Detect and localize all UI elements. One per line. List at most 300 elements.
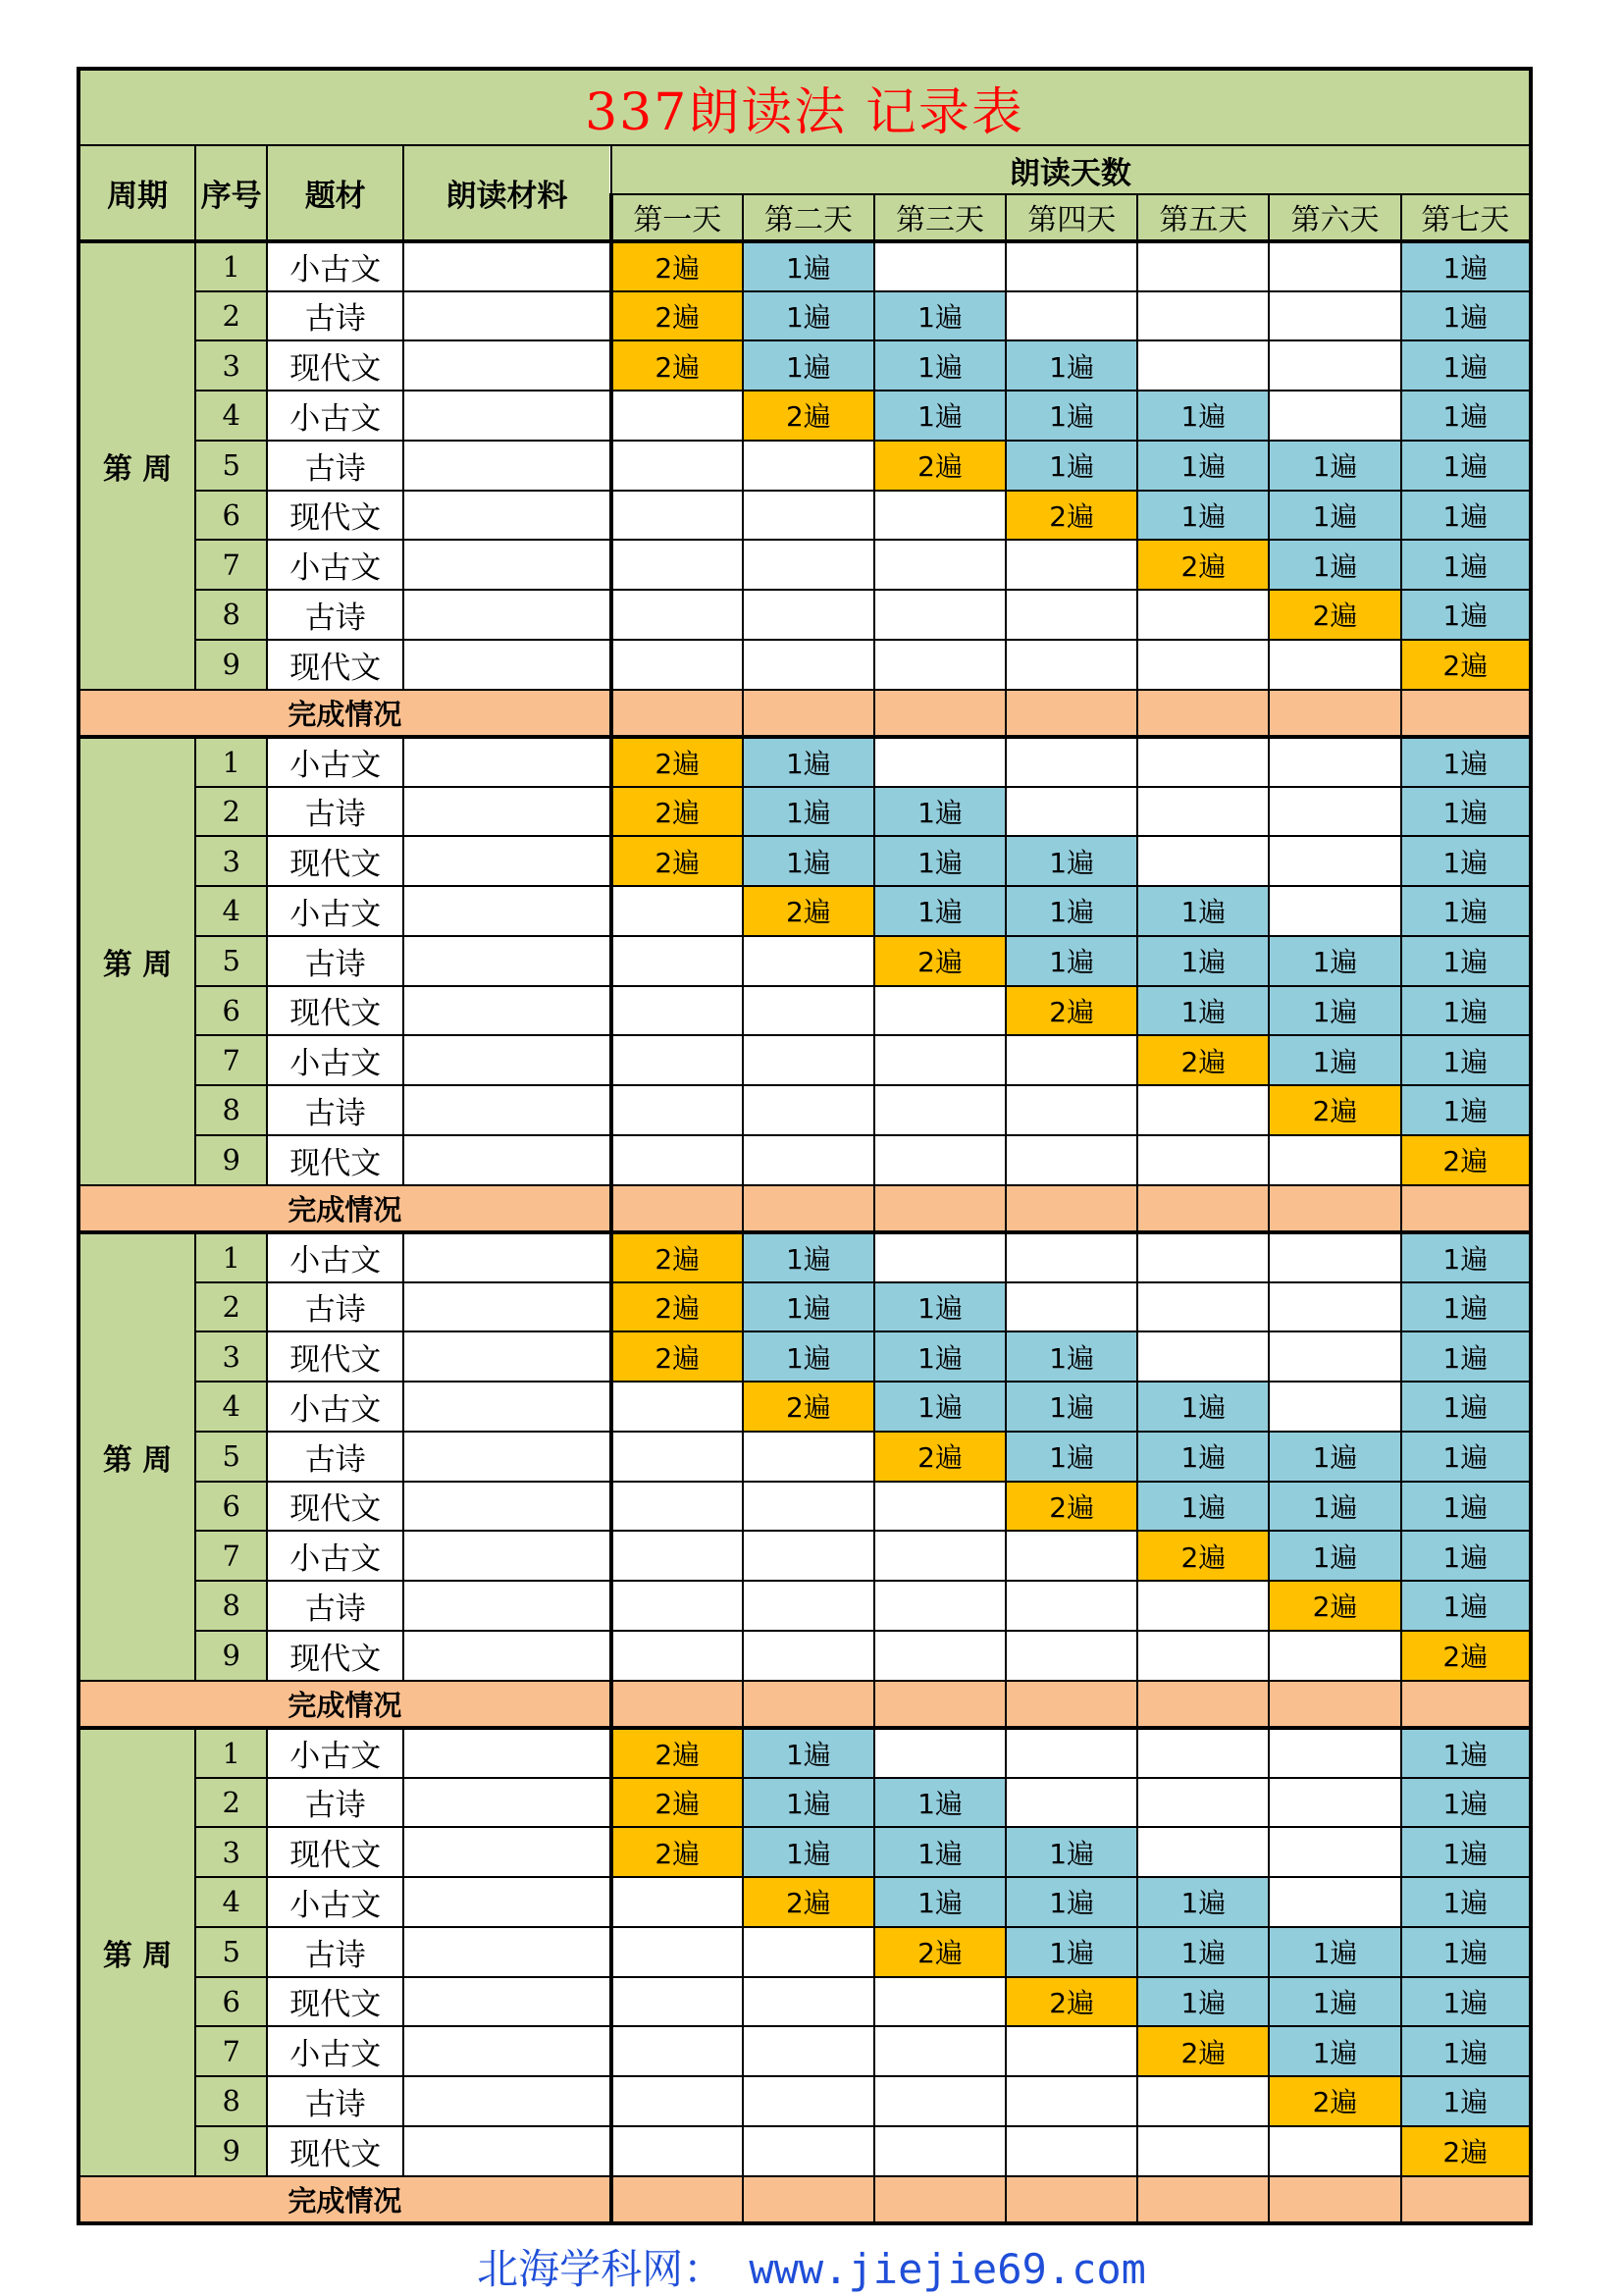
day-cell[interactable]: 1遍 — [743, 836, 874, 886]
day-cell[interactable]: 1遍 — [1269, 491, 1400, 541]
material-input-cell[interactable] — [403, 1331, 610, 1382]
day-cell[interactable] — [1006, 291, 1137, 341]
day-cell[interactable] — [1269, 787, 1400, 837]
day-cell[interactable]: 1遍 — [1401, 1482, 1531, 1532]
day-cell[interactable]: 1遍 — [1137, 1432, 1269, 1482]
day-cell[interactable] — [874, 1085, 1006, 1135]
day-cell[interactable]: 2遍 — [611, 241, 743, 291]
day-cell[interactable]: 1遍 — [1137, 936, 1269, 986]
summary-cell[interactable] — [1401, 1681, 1531, 1728]
summary-cell[interactable] — [1269, 1185, 1400, 1232]
summary-cell[interactable] — [1137, 2176, 1269, 2223]
day-cell[interactable]: 1遍 — [1401, 340, 1531, 391]
day-cell[interactable]: 2遍 — [743, 1382, 874, 1432]
day-cell[interactable]: 2遍 — [611, 737, 743, 787]
day-cell[interactable]: 2遍 — [874, 441, 1006, 491]
day-cell[interactable] — [874, 737, 1006, 787]
material-input-cell[interactable] — [403, 1035, 610, 1085]
day-cell[interactable]: 1遍 — [1006, 886, 1137, 936]
day-cell[interactable]: 1遍 — [1401, 2076, 1531, 2126]
day-cell[interactable] — [874, 1035, 1006, 1085]
day-cell[interactable] — [743, 1085, 874, 1135]
day-cell[interactable] — [611, 886, 743, 936]
day-cell[interactable] — [1137, 590, 1269, 640]
day-cell[interactable]: 1遍 — [1401, 491, 1531, 541]
day-cell[interactable] — [1269, 340, 1400, 391]
day-cell[interactable]: 2遍 — [611, 1728, 743, 1778]
day-cell[interactable]: 1遍 — [874, 1382, 1006, 1432]
day-cell[interactable]: 1遍 — [1137, 1927, 1269, 1977]
day-cell[interactable]: 1遍 — [874, 391, 1006, 441]
day-cell[interactable] — [743, 1432, 874, 1482]
day-cell[interactable]: 2遍 — [1401, 2126, 1531, 2176]
day-cell[interactable]: 1遍 — [1401, 590, 1531, 640]
day-cell[interactable]: 2遍 — [874, 936, 1006, 986]
day-cell[interactable] — [874, 640, 1006, 690]
day-cell[interactable] — [1269, 1728, 1400, 1778]
day-cell[interactable] — [874, 1977, 1006, 2027]
day-cell[interactable] — [1006, 241, 1137, 291]
day-cell[interactable] — [743, 1035, 874, 1085]
summary-cell[interactable] — [1006, 2176, 1137, 2223]
day-cell[interactable] — [611, 2076, 743, 2126]
day-cell[interactable]: 1遍 — [1137, 1977, 1269, 2027]
day-cell[interactable] — [874, 491, 1006, 541]
week-label[interactable]: 第 周 — [79, 737, 195, 1185]
day-cell[interactable] — [874, 2076, 1006, 2126]
day-cell[interactable] — [1006, 590, 1137, 640]
day-cell[interactable]: 1遍 — [1137, 1382, 1269, 1432]
day-cell[interactable] — [611, 640, 743, 690]
day-cell[interactable]: 2遍 — [1137, 1531, 1269, 1581]
day-cell[interactable]: 1遍 — [874, 886, 1006, 936]
day-cell[interactable]: 1遍 — [743, 1728, 874, 1778]
day-cell[interactable]: 1遍 — [874, 1877, 1006, 1927]
day-cell[interactable]: 1遍 — [1137, 391, 1269, 441]
day-cell[interactable]: 2遍 — [1006, 1482, 1137, 1532]
day-cell[interactable]: 2遍 — [1269, 590, 1400, 640]
day-cell[interactable]: 1遍 — [743, 1827, 874, 1877]
day-cell[interactable] — [1269, 1282, 1400, 1332]
day-cell[interactable]: 1遍 — [1401, 540, 1531, 590]
summary-cell[interactable] — [874, 1681, 1006, 1728]
day-cell[interactable] — [874, 2026, 1006, 2076]
day-cell[interactable] — [1006, 1778, 1137, 1828]
material-input-cell[interactable] — [403, 241, 610, 291]
day-cell[interactable] — [1137, 1827, 1269, 1877]
day-cell[interactable] — [1137, 1232, 1269, 1282]
summary-cell[interactable] — [1269, 1681, 1400, 1728]
day-cell[interactable] — [1137, 291, 1269, 341]
day-cell[interactable] — [1006, 787, 1137, 837]
day-cell[interactable]: 1遍 — [1006, 1432, 1137, 1482]
day-cell[interactable] — [743, 640, 874, 690]
day-cell[interactable]: 2遍 — [611, 1282, 743, 1332]
day-cell[interactable]: 1遍 — [874, 787, 1006, 837]
day-cell[interactable] — [1269, 291, 1400, 341]
day-cell[interactable] — [874, 986, 1006, 1036]
day-cell[interactable]: 1遍 — [1401, 441, 1531, 491]
material-input-cell[interactable] — [403, 441, 610, 491]
day-cell[interactable]: 1遍 — [1401, 1778, 1531, 1828]
day-cell[interactable]: 1遍 — [743, 1232, 874, 1282]
day-cell[interactable] — [874, 1135, 1006, 1185]
day-cell[interactable]: 2遍 — [1137, 1035, 1269, 1085]
day-cell[interactable]: 1遍 — [1401, 1728, 1531, 1778]
day-cell[interactable] — [874, 1728, 1006, 1778]
material-input-cell[interactable] — [403, 1085, 610, 1135]
summary-cell[interactable] — [1269, 2176, 1400, 2223]
day-cell[interactable] — [1006, 1282, 1137, 1332]
day-cell[interactable] — [1006, 1728, 1137, 1778]
day-cell[interactable] — [874, 540, 1006, 590]
week-label[interactable]: 第 周 — [79, 241, 195, 690]
day-cell[interactable] — [743, 441, 874, 491]
material-input-cell[interactable] — [403, 1977, 610, 2027]
day-cell[interactable] — [1006, 2076, 1137, 2126]
summary-cell[interactable] — [1401, 1185, 1531, 1232]
day-cell[interactable] — [743, 2026, 874, 2076]
day-cell[interactable]: 2遍 — [611, 1778, 743, 1828]
material-input-cell[interactable] — [403, 1581, 610, 1631]
material-input-cell[interactable] — [403, 1827, 610, 1877]
day-cell[interactable]: 1遍 — [743, 241, 874, 291]
material-input-cell[interactable] — [403, 1282, 610, 1332]
day-cell[interactable] — [1269, 241, 1400, 291]
day-cell[interactable]: 1遍 — [1006, 391, 1137, 441]
day-cell[interactable] — [743, 936, 874, 986]
day-cell[interactable]: 1遍 — [874, 340, 1006, 391]
day-cell[interactable]: 1遍 — [1006, 1331, 1137, 1382]
day-cell[interactable] — [611, 1482, 743, 1532]
day-cell[interactable] — [743, 590, 874, 640]
summary-cell[interactable] — [1401, 2176, 1531, 2223]
day-cell[interactable] — [611, 1877, 743, 1927]
day-cell[interactable]: 1遍 — [1006, 1382, 1137, 1432]
day-cell[interactable] — [611, 1927, 743, 1977]
day-cell[interactable]: 1遍 — [1137, 491, 1269, 541]
material-input-cell[interactable] — [403, 540, 610, 590]
day-cell[interactable] — [611, 2026, 743, 2076]
day-cell[interactable]: 2遍 — [611, 340, 743, 391]
summary-cell[interactable] — [611, 2176, 743, 2223]
day-cell[interactable]: 2遍 — [1006, 986, 1137, 1036]
day-cell[interactable]: 1遍 — [1401, 1977, 1531, 2027]
day-cell[interactable]: 1遍 — [874, 1331, 1006, 1382]
day-cell[interactable]: 2遍 — [874, 1927, 1006, 1977]
day-cell[interactable]: 1遍 — [1401, 1432, 1531, 1482]
day-cell[interactable] — [1137, 2076, 1269, 2126]
day-cell[interactable]: 1遍 — [1401, 1927, 1531, 1977]
day-cell[interactable] — [1269, 886, 1400, 936]
day-cell[interactable]: 1遍 — [1269, 540, 1400, 590]
material-input-cell[interactable] — [403, 2076, 610, 2126]
day-cell[interactable] — [1269, 1827, 1400, 1877]
day-cell[interactable]: 2遍 — [1269, 1085, 1400, 1135]
day-cell[interactable]: 1遍 — [1401, 1232, 1531, 1282]
day-cell[interactable] — [743, 2076, 874, 2126]
day-cell[interactable] — [1006, 1232, 1137, 1282]
day-cell[interactable]: 2遍 — [611, 787, 743, 837]
day-cell[interactable] — [611, 441, 743, 491]
material-input-cell[interactable] — [403, 2126, 610, 2176]
day-cell[interactable] — [874, 1581, 1006, 1631]
day-cell[interactable] — [1006, 540, 1137, 590]
day-cell[interactable] — [1269, 640, 1400, 690]
day-cell[interactable] — [1137, 1778, 1269, 1828]
day-cell[interactable] — [743, 2126, 874, 2176]
day-cell[interactable] — [874, 1232, 1006, 1282]
day-cell[interactable] — [874, 2126, 1006, 2176]
summary-cell[interactable] — [874, 1185, 1006, 1232]
day-cell[interactable]: 2遍 — [1137, 2026, 1269, 2076]
day-cell[interactable] — [1006, 1631, 1137, 1681]
material-input-cell[interactable] — [403, 1877, 610, 1927]
day-cell[interactable] — [611, 1581, 743, 1631]
day-cell[interactable] — [1006, 1581, 1137, 1631]
day-cell[interactable] — [1269, 1331, 1400, 1382]
summary-cell[interactable] — [874, 2176, 1006, 2223]
material-input-cell[interactable] — [403, 1778, 610, 1828]
summary-cell[interactable] — [1137, 690, 1269, 737]
day-cell[interactable] — [611, 936, 743, 986]
day-cell[interactable] — [1137, 1085, 1269, 1135]
material-input-cell[interactable] — [403, 836, 610, 886]
day-cell[interactable] — [611, 1432, 743, 1482]
summary-cell[interactable] — [743, 2176, 874, 2223]
day-cell[interactable]: 1遍 — [1401, 886, 1531, 936]
day-cell[interactable] — [743, 540, 874, 590]
day-cell[interactable]: 1遍 — [1269, 1432, 1400, 1482]
summary-cell[interactable] — [1137, 1185, 1269, 1232]
day-cell[interactable] — [743, 986, 874, 1036]
day-cell[interactable] — [1269, 1778, 1400, 1828]
summary-cell[interactable] — [874, 690, 1006, 737]
day-cell[interactable]: 1遍 — [1269, 1035, 1400, 1085]
summary-cell[interactable] — [743, 690, 874, 737]
summary-cell[interactable] — [743, 1681, 874, 1728]
week-label[interactable]: 第 周 — [79, 1728, 195, 2176]
day-cell[interactable] — [1006, 1035, 1137, 1085]
day-cell[interactable] — [1006, 1135, 1137, 1185]
day-cell[interactable]: 1遍 — [1269, 986, 1400, 1036]
day-cell[interactable]: 2遍 — [1401, 1135, 1531, 1185]
day-cell[interactable] — [611, 1977, 743, 2027]
day-cell[interactable]: 1遍 — [1401, 241, 1531, 291]
day-cell[interactable] — [611, 491, 743, 541]
day-cell[interactable] — [1137, 1581, 1269, 1631]
day-cell[interactable]: 2遍 — [1269, 1581, 1400, 1631]
summary-cell[interactable] — [1006, 1681, 1137, 1728]
material-input-cell[interactable] — [403, 590, 610, 640]
day-cell[interactable] — [874, 590, 1006, 640]
day-cell[interactable] — [1137, 737, 1269, 787]
day-cell[interactable]: 2遍 — [1006, 1977, 1137, 2027]
day-cell[interactable] — [611, 1085, 743, 1135]
day-cell[interactable]: 1遍 — [1401, 787, 1531, 837]
day-cell[interactable]: 1遍 — [1401, 1035, 1531, 1085]
day-cell[interactable]: 2遍 — [743, 1877, 874, 1927]
day-cell[interactable] — [1269, 1232, 1400, 1282]
day-cell[interactable] — [743, 1482, 874, 1532]
day-cell[interactable]: 1遍 — [1137, 1877, 1269, 1927]
summary-cell[interactable] — [1137, 1681, 1269, 1728]
day-cell[interactable] — [611, 2126, 743, 2176]
day-cell[interactable]: 1遍 — [1137, 886, 1269, 936]
day-cell[interactable]: 2遍 — [743, 391, 874, 441]
day-cell[interactable] — [611, 540, 743, 590]
day-cell[interactable] — [743, 1631, 874, 1681]
day-cell[interactable] — [1137, 1631, 1269, 1681]
summary-cell[interactable] — [1006, 690, 1137, 737]
material-input-cell[interactable] — [403, 391, 610, 441]
day-cell[interactable]: 1遍 — [1006, 340, 1137, 391]
day-cell[interactable]: 1遍 — [874, 836, 1006, 886]
day-cell[interactable] — [1006, 640, 1137, 690]
day-cell[interactable] — [1269, 1135, 1400, 1185]
day-cell[interactable]: 2遍 — [611, 1331, 743, 1382]
day-cell[interactable]: 1遍 — [1401, 1331, 1531, 1382]
material-input-cell[interactable] — [403, 340, 610, 391]
day-cell[interactable] — [743, 1581, 874, 1631]
day-cell[interactable] — [1006, 737, 1137, 787]
material-input-cell[interactable] — [403, 936, 610, 986]
day-cell[interactable]: 1遍 — [1401, 391, 1531, 441]
day-cell[interactable] — [874, 1482, 1006, 1532]
day-cell[interactable]: 1遍 — [1401, 1282, 1531, 1332]
day-cell[interactable]: 1遍 — [1401, 737, 1531, 787]
material-input-cell[interactable] — [403, 1927, 610, 1977]
material-input-cell[interactable] — [403, 2026, 610, 2076]
summary-cell[interactable] — [743, 1185, 874, 1232]
day-cell[interactable] — [1137, 241, 1269, 291]
day-cell[interactable]: 1遍 — [743, 340, 874, 391]
material-input-cell[interactable] — [403, 986, 610, 1036]
day-cell[interactable] — [1137, 1282, 1269, 1332]
day-cell[interactable]: 1遍 — [743, 291, 874, 341]
day-cell[interactable]: 2遍 — [611, 1232, 743, 1282]
day-cell[interactable]: 2遍 — [1137, 540, 1269, 590]
day-cell[interactable] — [1137, 640, 1269, 690]
day-cell[interactable]: 2遍 — [611, 291, 743, 341]
summary-cell[interactable] — [1269, 690, 1400, 737]
material-input-cell[interactable] — [403, 1631, 610, 1681]
day-cell[interactable] — [611, 986, 743, 1036]
day-cell[interactable]: 2遍 — [1401, 640, 1531, 690]
day-cell[interactable] — [1006, 2026, 1137, 2076]
day-cell[interactable] — [874, 1631, 1006, 1681]
day-cell[interactable] — [1137, 1728, 1269, 1778]
summary-cell[interactable] — [1401, 690, 1531, 737]
day-cell[interactable] — [874, 241, 1006, 291]
day-cell[interactable]: 2遍 — [743, 886, 874, 936]
day-cell[interactable]: 1遍 — [1269, 1927, 1400, 1977]
day-cell[interactable]: 1遍 — [1269, 1482, 1400, 1532]
day-cell[interactable] — [743, 1531, 874, 1581]
material-input-cell[interactable] — [403, 1232, 610, 1282]
day-cell[interactable]: 1遍 — [1401, 2026, 1531, 2076]
day-cell[interactable]: 1遍 — [1006, 441, 1137, 491]
day-cell[interactable]: 1遍 — [874, 291, 1006, 341]
day-cell[interactable]: 1遍 — [1006, 1827, 1137, 1877]
day-cell[interactable] — [1269, 737, 1400, 787]
day-cell[interactable]: 1遍 — [1401, 986, 1531, 1036]
summary-cell[interactable] — [611, 1681, 743, 1728]
day-cell[interactable] — [611, 590, 743, 640]
day-cell[interactable] — [1137, 1331, 1269, 1382]
day-cell[interactable]: 1遍 — [743, 787, 874, 837]
day-cell[interactable]: 2遍 — [1269, 2076, 1400, 2126]
day-cell[interactable]: 2遍 — [611, 1827, 743, 1877]
week-label[interactable]: 第 周 — [79, 1232, 195, 1681]
day-cell[interactable] — [1269, 1631, 1400, 1681]
material-input-cell[interactable] — [403, 640, 610, 690]
day-cell[interactable] — [1006, 2126, 1137, 2176]
day-cell[interactable]: 1遍 — [1401, 1877, 1531, 1927]
summary-cell[interactable] — [1006, 1185, 1137, 1232]
summary-cell[interactable] — [611, 690, 743, 737]
day-cell[interactable] — [1137, 836, 1269, 886]
day-cell[interactable]: 1遍 — [1137, 441, 1269, 491]
day-cell[interactable]: 1遍 — [874, 1778, 1006, 1828]
material-input-cell[interactable] — [403, 1728, 610, 1778]
material-input-cell[interactable] — [403, 737, 610, 787]
day-cell[interactable] — [1137, 1135, 1269, 1185]
day-cell[interactable]: 1遍 — [1137, 1482, 1269, 1532]
day-cell[interactable] — [1269, 391, 1400, 441]
day-cell[interactable]: 1遍 — [1401, 1827, 1531, 1877]
day-cell[interactable]: 1遍 — [1401, 1531, 1531, 1581]
day-cell[interactable] — [1269, 836, 1400, 886]
day-cell[interactable] — [743, 1927, 874, 1977]
day-cell[interactable] — [1269, 1877, 1400, 1927]
day-cell[interactable]: 2遍 — [611, 836, 743, 886]
day-cell[interactable]: 1遍 — [1006, 936, 1137, 986]
day-cell[interactable]: 2遍 — [874, 1432, 1006, 1482]
material-input-cell[interactable] — [403, 886, 610, 936]
material-input-cell[interactable] — [403, 1382, 610, 1432]
day-cell[interactable] — [1269, 2126, 1400, 2176]
day-cell[interactable] — [1006, 1531, 1137, 1581]
material-input-cell[interactable] — [403, 1135, 610, 1185]
day-cell[interactable]: 1遍 — [1401, 291, 1531, 341]
day-cell[interactable]: 1遍 — [1269, 1977, 1400, 2027]
day-cell[interactable] — [1137, 2126, 1269, 2176]
day-cell[interactable]: 1遍 — [1269, 1531, 1400, 1581]
day-cell[interactable]: 1遍 — [1401, 836, 1531, 886]
day-cell[interactable] — [743, 491, 874, 541]
summary-cell[interactable] — [611, 1185, 743, 1232]
day-cell[interactable] — [874, 1531, 1006, 1581]
material-input-cell[interactable] — [403, 291, 610, 341]
day-cell[interactable]: 1遍 — [1401, 1085, 1531, 1135]
day-cell[interactable] — [1137, 787, 1269, 837]
day-cell[interactable]: 1遍 — [1006, 1877, 1137, 1927]
day-cell[interactable]: 1遍 — [874, 1282, 1006, 1332]
day-cell[interactable] — [1269, 1382, 1400, 1432]
day-cell[interactable] — [611, 391, 743, 441]
material-input-cell[interactable] — [403, 787, 610, 837]
day-cell[interactable]: 2遍 — [1006, 491, 1137, 541]
day-cell[interactable] — [743, 1135, 874, 1185]
day-cell[interactable] — [1137, 340, 1269, 391]
day-cell[interactable]: 1遍 — [1401, 1581, 1531, 1631]
day-cell[interactable] — [743, 1977, 874, 2027]
day-cell[interactable]: 2遍 — [1401, 1631, 1531, 1681]
day-cell[interactable] — [611, 1035, 743, 1085]
day-cell[interactable]: 1遍 — [743, 1778, 874, 1828]
day-cell[interactable] — [611, 1135, 743, 1185]
